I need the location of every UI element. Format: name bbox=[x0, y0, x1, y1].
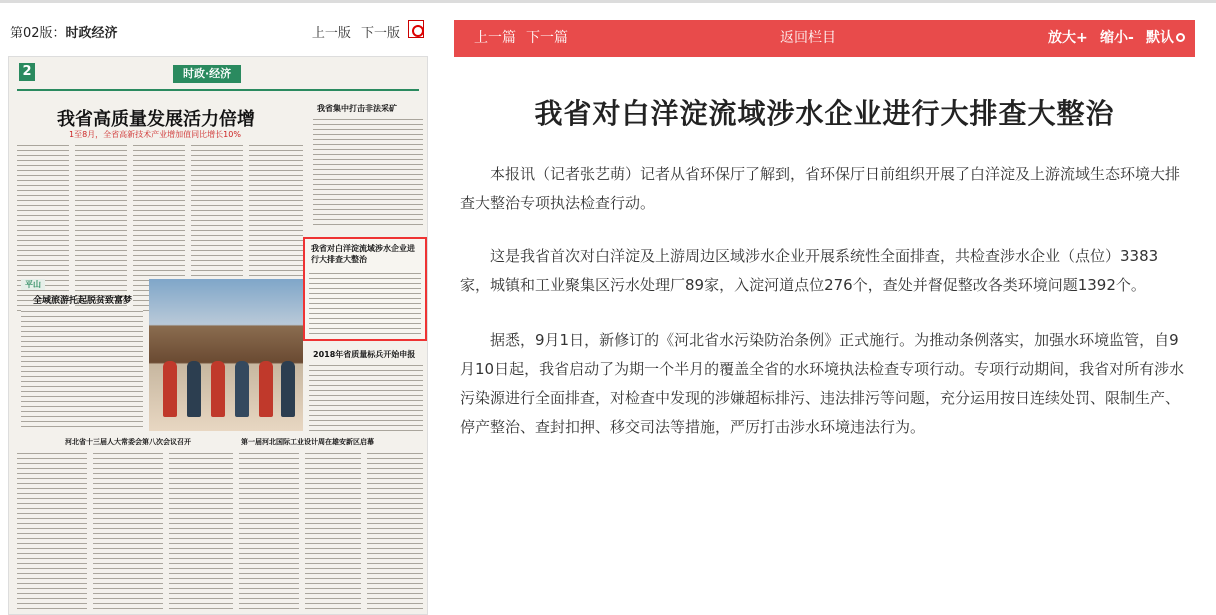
paper-section-tag: 时政·经济 bbox=[173, 65, 241, 83]
highlight-text bbox=[309, 271, 421, 335]
default-size-label: 默认 bbox=[1146, 30, 1174, 46]
photo-figure bbox=[211, 361, 225, 417]
paper-side-text bbox=[313, 117, 423, 229]
article-paragraph: 据悉，9月1日，新修订的《河北省水污染防治条例》正式施行。为推动条例落实，加强水环境监管，自9月10日起，我省启动了为期一个半月的覆盖全省的水环境执法检查专项行动。专项行动期间，我省对所有涉水污染源进行全面排查，对检查中发现的涉嫌超标排污、违法排污等问题，充分运用按日连续处罚、限制生产、停产整治、查封扣押、移交司法等措施，严厉打击涉水环境违法行为。 bbox=[460, 331, 1185, 436]
paper-masthead bbox=[17, 63, 419, 91]
paper-lead-subhead: 1至8月，全省高新技术产业增加值同比增长10% bbox=[69, 130, 241, 139]
prev-article-link[interactable]: 上一篇 bbox=[474, 30, 516, 46]
paper-photo-headline[interactable]: 全域旅游托起脱贫致富梦 bbox=[33, 296, 133, 306]
photo-figure bbox=[235, 361, 249, 417]
newspaper-panel bbox=[0, 14, 436, 615]
back-to-section-link[interactable]: 返回栏目 bbox=[780, 30, 836, 46]
reset-circle-icon bbox=[1176, 33, 1185, 42]
text-column bbox=[239, 451, 299, 611]
page-nav bbox=[306, 22, 400, 41]
newspaper-page-image[interactable] bbox=[8, 56, 428, 615]
text-column bbox=[305, 451, 361, 611]
prev-page-link[interactable]: 上一版 bbox=[311, 26, 351, 41]
text-column bbox=[93, 451, 163, 611]
next-page-link[interactable]: 下一版 bbox=[360, 26, 400, 41]
article-paragraph: 本报讯（记者张艺萌）记者从省环保厅了解到，省环保厅日前组织开展了白洋淀及上游流域生态环境大排查大整治专项执法检查行动。 bbox=[460, 165, 1181, 212]
article-panel bbox=[454, 20, 1195, 615]
paper-page-number: 2 bbox=[19, 63, 35, 81]
paper-headline-congress[interactable]: 河北省十三届人大常委会第八次会议召开 bbox=[65, 438, 191, 446]
news-photo bbox=[149, 279, 303, 431]
edition-section: 时政经济 bbox=[65, 26, 118, 41]
default-size-button[interactable] bbox=[1146, 20, 1185, 57]
highlight-headline: 我省对白洋淀流域涉水企业进行大排查大整治 bbox=[311, 244, 415, 264]
zoom-out-button[interactable]: 缩小- bbox=[1100, 30, 1134, 46]
paper-photo-text bbox=[21, 309, 143, 429]
zoom-in-button[interactable]: 放大+ bbox=[1048, 30, 1088, 46]
article-toolbar bbox=[454, 20, 1195, 57]
next-article-link[interactable]: 下一篇 bbox=[526, 30, 568, 46]
photo-figure bbox=[259, 361, 273, 417]
top-divider bbox=[0, 0, 1216, 3]
paper-headline-quality[interactable]: 2018年省质量标兵开始申报 bbox=[313, 350, 416, 359]
text-column bbox=[169, 451, 233, 611]
photo-location-tag: 平山 bbox=[21, 279, 45, 290]
text-column bbox=[17, 451, 87, 611]
paper-headline-design-week[interactable]: 第一届河北国际工业设计周在雄安新区启幕 bbox=[241, 438, 374, 446]
current-article-highlight[interactable] bbox=[303, 237, 427, 341]
edition-label bbox=[10, 22, 118, 41]
text-column bbox=[75, 143, 127, 313]
page-header bbox=[10, 22, 426, 42]
photo-figure bbox=[281, 361, 295, 417]
edition-number: 第02版： bbox=[10, 26, 66, 41]
paper-quality-text bbox=[309, 363, 423, 433]
article-title: 我省对白洋淀流域涉水企业进行大排查大整治 bbox=[534, 97, 1115, 130]
photo-figure bbox=[187, 361, 201, 417]
article-paragraph: 这是我省首次对白洋淀及上游周边区域涉水企业开展系统性全面排查，共检查涉水企业（点位）3383家，城镇和工业聚集区污水处理厂89家，入淀河道点位276个，查处并督促整改各类环境问题1392个。 bbox=[460, 247, 1159, 294]
paper-side-headline[interactable]: 我省集中打击非法采矿 bbox=[317, 104, 397, 113]
text-column bbox=[367, 451, 423, 611]
photo-figure bbox=[163, 361, 177, 417]
paper-lead-headline[interactable]: 我省高质量发展活力倍增 bbox=[57, 109, 255, 130]
pdf-icon[interactable] bbox=[408, 20, 424, 38]
